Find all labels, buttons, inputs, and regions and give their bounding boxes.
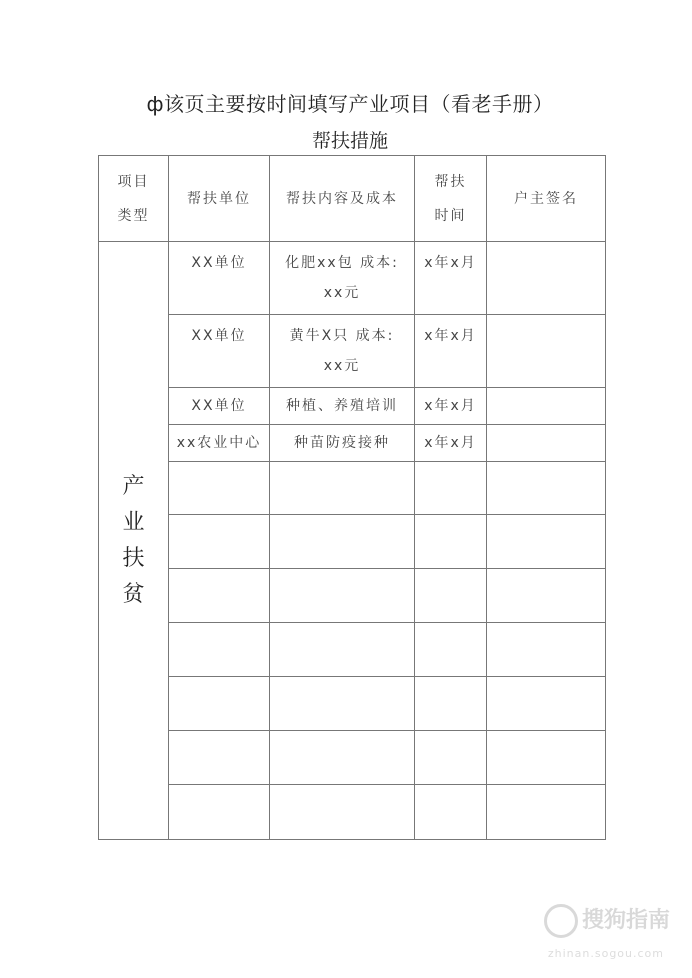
empty-cell[interactable] [270, 462, 415, 515]
empty-cell[interactable] [270, 677, 415, 731]
col-header-type [99, 156, 169, 242]
empty-row [99, 731, 606, 785]
empty-cell[interactable] [270, 731, 415, 785]
table-row [99, 315, 606, 388]
empty-cell[interactable] [169, 677, 270, 731]
project-type-char: 贫 [122, 581, 145, 607]
project-type-char: 业 [122, 509, 145, 535]
unit-cell: XX单位 [169, 242, 270, 315]
empty-row [99, 677, 606, 731]
empty-cell[interactable] [415, 677, 487, 731]
project-type-char: 扶 [122, 545, 145, 571]
col-header-type-line1: 项目 [117, 173, 150, 190]
col-header-content: 帮扶内容及成本 [270, 156, 415, 242]
col-header-unit: 帮扶单位 [169, 156, 270, 242]
empty-row [99, 569, 606, 623]
empty-cell[interactable] [415, 623, 487, 677]
content-cell [270, 242, 415, 315]
page-subtitle: 帮扶措施 [311, 130, 388, 152]
empty-cell[interactable] [487, 785, 606, 840]
empty-cell[interactable] [487, 677, 606, 731]
content-cell [270, 315, 415, 388]
empty-cell[interactable] [415, 515, 487, 569]
empty-cell[interactable] [169, 462, 270, 515]
empty-cell[interactable] [487, 623, 606, 677]
col-header-time [415, 156, 487, 242]
sogou-logo-icon [544, 904, 578, 938]
project-type-cell [99, 242, 169, 840]
content-cell: 种植、养殖培训 [270, 388, 415, 425]
content-line: xx元 [323, 358, 361, 374]
empty-cell[interactable] [415, 569, 487, 623]
content-line: 黄牛X只 成本: [289, 328, 395, 344]
col-header-signature: 户主签名 [487, 156, 606, 242]
empty-cell[interactable] [487, 731, 606, 785]
empty-row [99, 462, 606, 515]
empty-row [99, 515, 606, 569]
time-cell: x年x月 [415, 388, 487, 425]
empty-cell[interactable] [487, 569, 606, 623]
empty-cell[interactable] [169, 623, 270, 677]
header-row [99, 156, 606, 242]
time-cell: x年x月 [415, 315, 487, 388]
time-cell: x年x月 [415, 425, 487, 462]
content-line: 化肥xx包 成本: [285, 255, 399, 271]
content-cell: 种苗防疫接种 [270, 425, 415, 462]
empty-cell[interactable] [270, 623, 415, 677]
signature-cell[interactable] [487, 242, 606, 315]
watermark-text: 搜狗指南 [581, 908, 670, 933]
empty-cell[interactable] [169, 569, 270, 623]
empty-cell[interactable] [487, 462, 606, 515]
project-type-char: 产 [122, 473, 145, 499]
signature-cell[interactable] [487, 315, 606, 388]
empty-cell[interactable] [415, 462, 487, 515]
unit-cell: XX单位 [169, 315, 270, 388]
empty-cell[interactable] [169, 785, 270, 840]
watermark-logo [544, 903, 670, 938]
table-row [99, 242, 606, 315]
signature-cell[interactable] [487, 425, 606, 462]
watermark-url: zhinan.sogou.com [547, 947, 664, 960]
empty-cell[interactable] [169, 515, 270, 569]
time-cell: x年x月 [415, 242, 487, 315]
unit-cell: XX单位 [169, 388, 270, 425]
empty-cell[interactable] [270, 515, 415, 569]
empty-cell[interactable] [415, 731, 487, 785]
table-row [99, 388, 606, 425]
unit-cell: xx农业中心 [169, 425, 270, 462]
page-title: ф该页主要按时间填写产业项目（看老手册） [146, 92, 554, 116]
col-header-time-line2: 时间 [434, 207, 467, 224]
col-header-time-line1: 帮扶 [434, 173, 467, 190]
empty-cell[interactable] [270, 569, 415, 623]
empty-cell[interactable] [487, 515, 606, 569]
empty-cell[interactable] [169, 731, 270, 785]
content-line: xx元 [323, 285, 361, 301]
table-row [99, 425, 606, 462]
support-measures-table [98, 155, 606, 840]
empty-cell[interactable] [415, 785, 487, 840]
empty-cell[interactable] [270, 785, 415, 840]
empty-row [99, 623, 606, 677]
empty-row [99, 785, 606, 840]
signature-cell[interactable] [487, 388, 606, 425]
col-header-type-line2: 类型 [117, 207, 150, 224]
